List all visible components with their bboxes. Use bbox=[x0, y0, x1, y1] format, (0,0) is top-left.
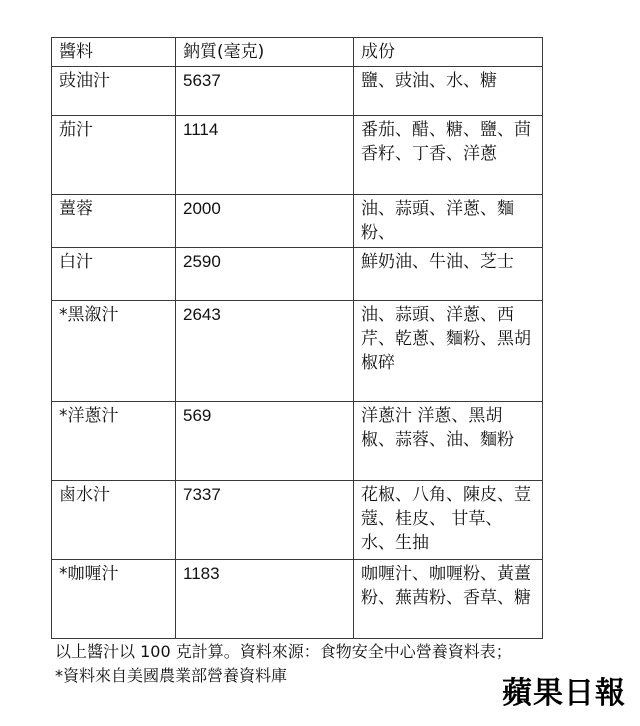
cell-sodium: 2643 bbox=[176, 301, 354, 402]
cell-sauce: *黑溆汁 bbox=[52, 301, 176, 402]
cell-ingredients: 鮮奶油、牛油、芝士 bbox=[354, 248, 543, 301]
cell-ingredients: 油、蒜頭、洋蔥、麵粉、 bbox=[354, 195, 543, 248]
cell-ingredients: 番茄、醋、糖、鹽、茴香籽、丁香、洋蔥 bbox=[354, 116, 543, 195]
table-row bbox=[52, 481, 543, 560]
sodium-table bbox=[51, 37, 543, 639]
cell-sauce: *咖喱汁 bbox=[52, 560, 176, 639]
header-sodium: 鈉質(毫克) bbox=[176, 38, 354, 67]
cell-sodium: 569 bbox=[176, 402, 354, 481]
table-row bbox=[52, 248, 543, 301]
cell-sauce: 豉油汁 bbox=[52, 67, 176, 116]
cell-sauce: *洋蔥汁 bbox=[52, 402, 176, 481]
table-row bbox=[52, 116, 543, 195]
footnote-usda: *資料來自美國農業部營養資料庫 bbox=[55, 666, 288, 685]
header-ingredients: 成份 bbox=[354, 38, 543, 67]
table-row bbox=[52, 402, 543, 481]
table-row bbox=[52, 195, 543, 248]
footnote-source: 以上醬汁以 100 克計算。資料來源：食物安全中心營養資料表； bbox=[55, 642, 512, 661]
table-row bbox=[52, 67, 543, 116]
cell-sodium: 7337 bbox=[176, 481, 354, 560]
cell-sauce: 茄汁 bbox=[52, 116, 176, 195]
cell-ingredients: 鹽、豉油、水、糖 bbox=[354, 67, 543, 116]
cell-sauce: 鹵水汁 bbox=[52, 481, 176, 560]
table-row bbox=[52, 301, 543, 402]
table-header-row bbox=[52, 38, 543, 67]
cell-ingredients: 花椒、八角、陳皮、荳蔻、桂皮、 甘草、水、生抽 bbox=[354, 481, 543, 560]
cell-ingredients: 油、蒜頭、洋蔥、西芹、乾蔥、麵粉、黑胡椒碎 bbox=[354, 301, 543, 402]
newspaper-logo: 蘋果日報 bbox=[502, 676, 626, 711]
header-sauce: 醬料 bbox=[52, 38, 176, 67]
cell-sodium: 5637 bbox=[176, 67, 354, 116]
cell-sauce: 白汁 bbox=[52, 248, 176, 301]
cell-ingredients: 咖喱汁、咖喱粉、黃薑粉、蕪茜粉、香草、糖 bbox=[354, 560, 543, 639]
cell-sauce: 薑蓉 bbox=[52, 195, 176, 248]
table-row bbox=[52, 560, 543, 639]
cell-sodium: 2000 bbox=[176, 195, 354, 248]
cell-sodium: 1183 bbox=[176, 560, 354, 639]
cell-ingredients: 洋蔥汁 洋蔥、黑胡椒、蒜蓉、油、麵粉 bbox=[354, 402, 543, 481]
cell-sodium: 2590 bbox=[176, 248, 354, 301]
cell-sodium: 1114 bbox=[176, 116, 354, 195]
